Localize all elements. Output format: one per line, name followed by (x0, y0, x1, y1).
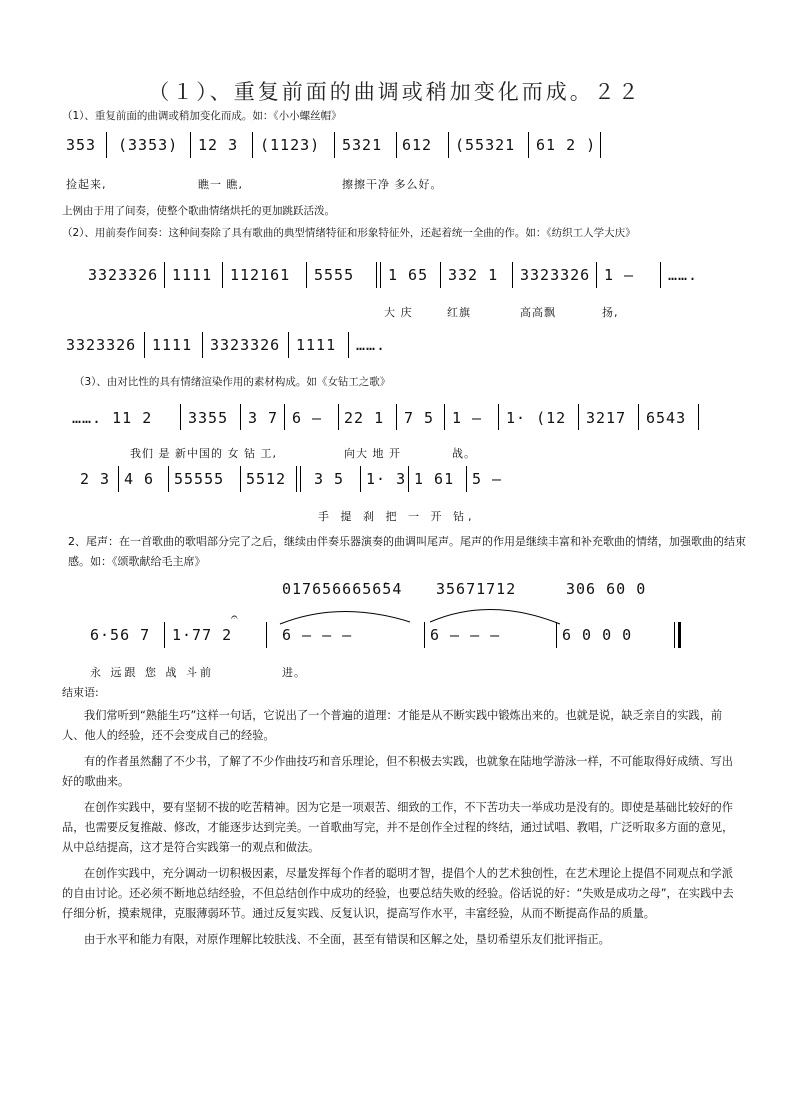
notation-group: 3 5 (314, 470, 345, 488)
lyrics: 扬, (602, 306, 619, 319)
notation-group: 1· 3 (366, 470, 407, 488)
notation-group: 3323326 (88, 266, 159, 284)
lyrics: 大 庆 (384, 306, 413, 319)
notation-group: 1111 (296, 336, 337, 354)
barline (252, 132, 253, 158)
barline (578, 404, 579, 430)
barline (144, 332, 145, 358)
notation-group: 612 (402, 136, 433, 154)
notation-group: 1 61 (414, 470, 455, 488)
barline (164, 622, 165, 648)
fermata-icon: 𝄐 (231, 610, 238, 624)
paragraph: 由于水平和能力有限，对原作理解比较肤浅、不全面，甚至有错误和区解之处，垦切希望乐友们批评指正。 (84, 933, 610, 946)
barline (180, 404, 181, 430)
barline (638, 404, 639, 430)
notation-group: 0176566656̇54 (282, 580, 403, 598)
notation-group: 6 – (292, 409, 323, 427)
section1-note: 上例由于用了间奏，使整个歌曲情绪烘托的更加跳跃活泼。 (62, 205, 335, 217)
notation-group: ……. 11 2 (72, 409, 153, 427)
barline (334, 132, 335, 158)
barline (338, 404, 339, 430)
barline (556, 622, 557, 648)
barline (528, 132, 529, 158)
lyrics: 手 提 刹 把 一 开 钻, (318, 510, 476, 523)
barline (240, 404, 241, 430)
section1-heading: （1）、重复前面的曲调或稍加变化而成。如：《小小螺丝帽》 (62, 110, 342, 122)
barline (448, 132, 449, 158)
notation-group: ……. (356, 336, 387, 354)
lyrics: 向大 地 开 (344, 447, 401, 460)
notation-group: 3323326 (210, 336, 281, 354)
notation-group: 1· (12 (506, 409, 567, 427)
lyrics: 红旗 (447, 306, 471, 319)
lyrics: 瞧一 瞧, (198, 178, 243, 191)
barline (202, 332, 203, 358)
barline (408, 466, 409, 492)
notation-group: 1 65 (388, 266, 429, 284)
paragraph: 在创作实践中，要有坚韧不拔的吃苦精神。因为它是一项艰苦、细致的工作，不下苦功夫一举成功是没有的。即使是基础比较好的作品，也需要反复推敲、修改，才能逐步达到完美。一首歌曲写完，并不是创作全过程的终结，通过试唱、教唱，广泛听取多方面的意见，从中总结提高，这才是符合实践第一的观点和做法。 (62, 801, 734, 854)
section2-heading: （2）、用前奏作间奏：这种间奏除了具有歌曲的典型情绪特征和形象特征外，还起着统一全曲的作。如：《纺织工人学大庆》 (62, 227, 636, 239)
notation-group: (3353) (118, 136, 179, 154)
notation-group: 112161 (230, 266, 291, 284)
notation-group: 3323326 (520, 266, 591, 284)
notation-group: 6 – – – (430, 626, 501, 644)
notation-group: 12 3 (198, 136, 239, 154)
slur-arcs (270, 596, 570, 626)
barline (376, 262, 377, 288)
notation-group: 2 3 (80, 470, 111, 488)
barline (698, 404, 699, 430)
barline (164, 262, 165, 288)
notation-group: 3 7 (248, 409, 279, 427)
barline (498, 404, 499, 430)
barline (348, 332, 349, 358)
notation-group: 3217 (586, 409, 627, 427)
lyrics: 进。 (282, 666, 306, 679)
barline (190, 132, 191, 158)
notation-group: 5 – (472, 470, 503, 488)
repeat-barline (380, 262, 381, 288)
barline (118, 466, 119, 492)
barline (444, 404, 445, 430)
barline (596, 262, 597, 288)
notation-group: 6543 (646, 409, 687, 427)
notation-group: 22 1 (344, 409, 385, 427)
barline (168, 466, 169, 492)
barline (440, 262, 441, 288)
repeat-barline (300, 466, 301, 492)
notation-group: 3355 (188, 409, 229, 427)
notation-group: 332 1 (448, 266, 499, 284)
notation-group: (1123) (260, 136, 321, 154)
barline (360, 466, 361, 492)
barline (288, 332, 289, 358)
lyrics: 高高飘 (520, 306, 556, 319)
lyrics: 擦擦干净 多么好。 (342, 178, 443, 191)
notation-group: 4 6 (124, 470, 155, 488)
notation-group: 1111 (172, 266, 213, 284)
notation-group: 55555 (174, 470, 225, 488)
notation-group: 5512 (246, 470, 287, 488)
barline (266, 622, 267, 648)
notation-group: 5321 (342, 136, 383, 154)
notation-group: 61 2 ) (536, 136, 597, 154)
notation-group: 353 (66, 136, 97, 154)
final-barline-thick (678, 622, 681, 648)
notation-group: 1 – (452, 409, 483, 427)
paragraph: 我们常听到“熟能生巧”这样一句话，它说出了一个普遍的道理：才能是从不断实践中锻炼出来的。也就是说，缺乏亲自的实践，前人、他人的经验，还不会变成自己的经验。 (62, 709, 723, 742)
ending-label: 结束语: (62, 686, 99, 699)
barline (396, 404, 397, 430)
barline (296, 466, 297, 492)
paragraph: 有的作者虽然翻了不少书，了解了不少作曲技巧和音乐理论，但不积极去实践，也就象在陆地学游泳一样，不可能取得好成绩、写出好的歌曲来。 (62, 755, 733, 788)
barline (512, 262, 513, 288)
notation-group: (55321 (455, 136, 516, 154)
notation-group: 7 5 (404, 409, 435, 427)
barline (306, 262, 307, 288)
barline (396, 132, 397, 158)
lyrics: 战。 (452, 447, 476, 460)
lyrics: 捡起来, (66, 178, 107, 191)
barline (424, 622, 425, 648)
notation-group: 6·56 7 (90, 626, 151, 644)
notation-group: 306 60 0 (566, 580, 647, 598)
notation-group: 6 0 0 0 (562, 626, 633, 644)
barline (660, 262, 661, 288)
notation-group: 35671712 (436, 580, 517, 598)
section3-heading: （3）、由对比性的具有情绪渲染作用的素材构成。如《女钻工之歌》 (74, 376, 391, 388)
notation-group: ……. (668, 266, 699, 284)
notation-group: 1 – (604, 266, 635, 284)
lyrics: 我们 是 新中国的 女 钻 工, (130, 447, 277, 460)
barline (240, 466, 241, 492)
lyrics: 永 远跟 您 战 斗前 (90, 666, 214, 679)
final-barline (674, 622, 675, 648)
notation-group: 3323326 (66, 336, 137, 354)
ending-body (62, 706, 742, 956)
barline (600, 132, 601, 158)
page-title: （１）、重复前面的曲调或稍加变化而成。２２ (148, 80, 642, 104)
barline (466, 466, 467, 492)
notation-group: 1111 (152, 336, 193, 354)
barline (222, 262, 223, 288)
notation-group: 1·77 2 (172, 626, 233, 644)
paragraph: 在创作实践中，充分调动一切积极因素，尽量发挥每个作者的聪明才智，提倡个人的艺术独创性，在艺术理论上提倡不同观点和学派的自由讨论。还必须不断地总结经验，不但总结创作中成功的经验，也要总结失败的经验。俗话说的好：“失败是成功之母”，在实践中去仔细分析，摸索规律，克服薄弱环节。通过反复实践、反复认识，提高写作水平，丰富经验，从而不断提高作品的质量。 (62, 867, 734, 920)
section4-heading: 2、尾声：在一首歌曲的歌唱部分完了之后，继续由伴奏乐器演奏的曲调叫尾声。尾声的作用是继续丰富和补充歌曲的情绪，加强歌曲的结束感。如：《颂歌献给毛主席》 (68, 535, 746, 568)
barline (284, 404, 285, 430)
notation-group: 5555 (314, 266, 355, 284)
notation-group: 6 – – – (282, 626, 353, 644)
barline (106, 132, 107, 158)
